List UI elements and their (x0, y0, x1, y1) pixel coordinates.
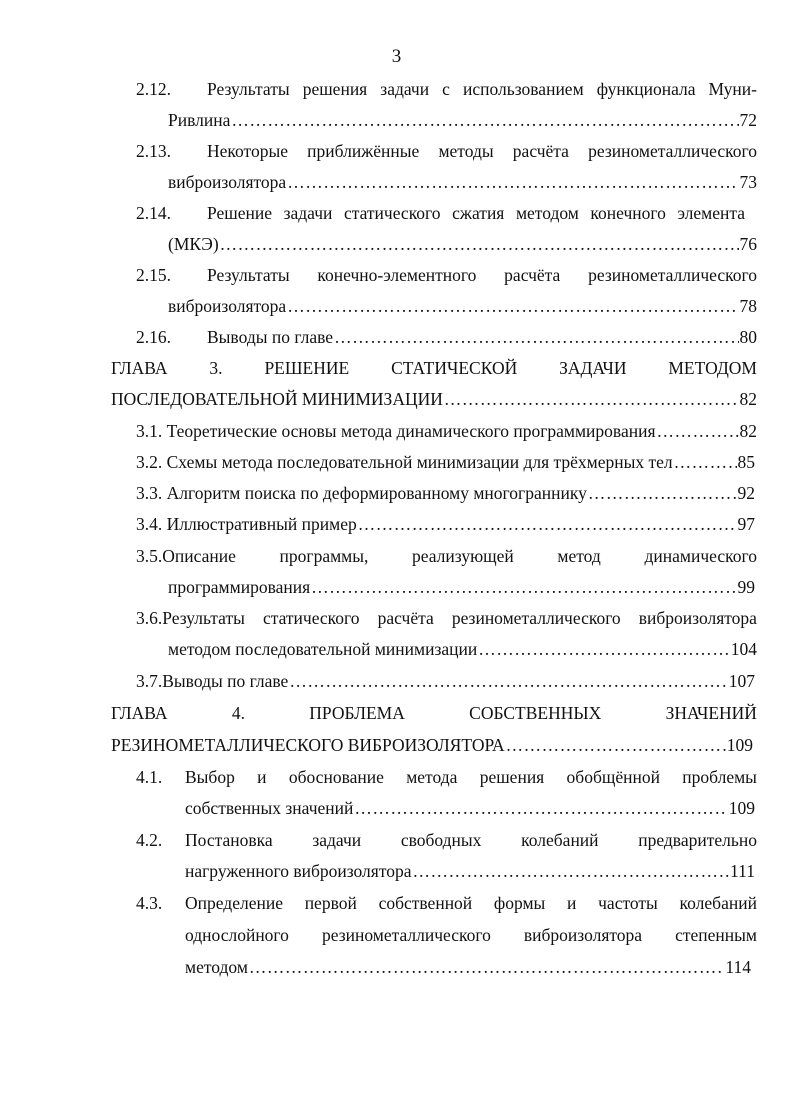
entry-2-15-page: 78 (739, 296, 757, 316)
entry-4-3-title-line3: методом (185, 957, 248, 977)
toc-entry-2-12[interactable] (168, 109, 757, 131)
toc-entry-3-1[interactable] (136, 420, 757, 442)
entry-3-1-page: 82 (739, 421, 757, 441)
leader-dots (354, 797, 727, 819)
entry-3-6-page: 104 (730, 639, 757, 659)
chapter-4-heading-line1: ГЛАВА 4. ПРОБЛЕМА СОБСТВЕННЫХ ЗНАЧЕНИЙ (111, 703, 757, 723)
leader-dots (506, 734, 726, 756)
toc-entry-4-3[interactable] (185, 956, 751, 978)
entry-4-2-title-line1: Постановка задачи свободных колебаний предварительно (185, 830, 757, 850)
entry-3-4-title: 3.4. Иллюстративный пример (136, 514, 357, 534)
entry-2-16-title: Выводы по главе (207, 327, 334, 347)
page-number: 3 (391, 46, 402, 67)
entry-2-15-title-line1: Результаты конечно-элементного расчёта резинометаллического (207, 265, 757, 285)
leader-dots (311, 576, 736, 598)
entry-4-3-title-line2: однослойного резинометаллического виброизолятора степенным (185, 925, 757, 945)
entry-3-2-title: 3.2. Схемы метода последовательной минимизации для трёхмерных тел (136, 452, 673, 472)
leader-dots (289, 670, 727, 692)
entry-3-7-title: 3.7.Выводы по главе (136, 671, 289, 691)
entry-3-3-page: 92 (737, 483, 755, 503)
toc-entry-2-13[interactable] (168, 171, 757, 193)
entry-2-16-number: 2.16. (136, 327, 171, 347)
toc-entry-3-2[interactable] (136, 451, 755, 473)
toc-entry-2-15[interactable] (168, 295, 757, 317)
leader-dots (413, 860, 730, 882)
toc-entry-4-1[interactable] (185, 797, 755, 819)
entry-4-2-title-line2: нагруженного виброизолятора (185, 861, 412, 881)
toc-entry-4-2[interactable] (185, 860, 755, 882)
entry-2-16-page: 80 (739, 327, 757, 347)
leader-dots (249, 956, 724, 978)
toc-chapter-3[interactable] (111, 388, 757, 410)
leader-dots (231, 109, 738, 131)
entry-4-2-number: 4.2. (136, 830, 163, 850)
entry-4-3-page: 114 (725, 957, 751, 977)
entry-3-1-title: 3.1. Теоретические основы метода динамического программирования (136, 421, 656, 441)
entry-2-12-page: 72 (739, 110, 757, 130)
entry-4-1-number: 4.1. (136, 767, 163, 787)
leader-dots (334, 326, 738, 348)
entry-2-14-number: 2.14. (136, 203, 171, 223)
entry-2-15-number: 2.15. (136, 265, 171, 285)
entry-2-14-title-line2: (МКЭ) (168, 234, 219, 254)
leader-dots (444, 388, 739, 410)
entry-2-12-title-line1: Результаты решения задачи с использованием функционала Муни- (207, 79, 757, 99)
toc-chapter-4[interactable] (111, 734, 753, 756)
entry-3-2-page: 85 (737, 452, 755, 472)
entry-2-13-title-line1: Некоторые приближённые методы расчёта резинометаллического (207, 141, 757, 161)
leader-dots (287, 171, 738, 193)
entry-2-14-title-line1: Решение задачи статического сжатия методом конечного элемента (207, 203, 745, 223)
chapter-3-page: 82 (739, 389, 757, 409)
toc-entry-3-3[interactable] (136, 482, 755, 504)
entry-3-4-page: 97 (737, 514, 755, 534)
leader-dots (674, 451, 737, 473)
entry-3-5-title-line1: 3.5.Описание программы, реализующей метод динамического (136, 546, 757, 566)
entry-3-5-page: 99 (737, 577, 755, 597)
chapter-3-heading-line2: ПОСЛЕДОВАТЕЛЬНОЙ МИНИМИЗАЦИИ (111, 389, 443, 409)
toc-entry-2-16[interactable] (207, 326, 757, 348)
toc-entry-3-6[interactable] (168, 638, 757, 660)
entry-4-3-title-line1: Определение первой собственной формы и частоты колебаний (185, 893, 757, 913)
entry-4-1-title-line1: Выбор и обоснование метода решения обобщённой проблемы (185, 767, 757, 787)
entry-4-2-page: 111 (730, 861, 755, 881)
chapter-4-page: 109 (726, 735, 753, 755)
entry-2-13-number: 2.13. (136, 141, 171, 161)
entry-3-7-page: 107 (728, 671, 755, 691)
entry-2-12-title-line2: Ривлина (168, 110, 231, 130)
entry-3-5-title-line2: программирования (168, 577, 311, 597)
entry-2-12-number: 2.12. (136, 79, 171, 99)
entry-4-3-number: 4.3. (136, 893, 163, 913)
entry-3-3-title: 3.3. Алгоритм поиска по деформированному многограннику (136, 483, 587, 503)
leader-dots (358, 513, 737, 535)
entry-2-13-title-line2: виброизолятора (168, 172, 287, 192)
entry-2-15-title-line2: виброизолятора (168, 296, 287, 316)
entry-2-13-page: 73 (739, 172, 757, 192)
entry-2-14-page: 76 (739, 234, 757, 254)
toc-entry-3-7[interactable] (136, 670, 755, 692)
entry-3-6-title-line1: 3.6.Результаты статического расчёта резинометаллического виброизолятора (136, 608, 757, 628)
leader-dots (657, 420, 739, 442)
leader-dots (478, 638, 730, 660)
entry-3-6-title-line2: методом последовательной минимизации (168, 639, 478, 659)
entry-4-1-page: 109 (728, 798, 755, 818)
chapter-4-heading-line2: РЕЗИНОМЕТАЛЛИЧЕСКОГО ВИБРОИЗОЛЯТОРА (111, 735, 505, 755)
toc-entry-2-14[interactable] (168, 233, 757, 255)
chapter-3-heading-line1: ГЛАВА 3. РЕШЕНИЕ СТАТИЧЕСКОЙ ЗАДАЧИ МЕТОДОМ (111, 358, 757, 378)
entry-4-1-title-line2: собственных значений (185, 798, 354, 818)
toc-entry-3-5[interactable] (168, 576, 755, 598)
leader-dots (588, 482, 737, 504)
leader-dots (287, 295, 738, 317)
leader-dots (220, 233, 739, 255)
toc-entry-3-4[interactable] (136, 513, 755, 535)
